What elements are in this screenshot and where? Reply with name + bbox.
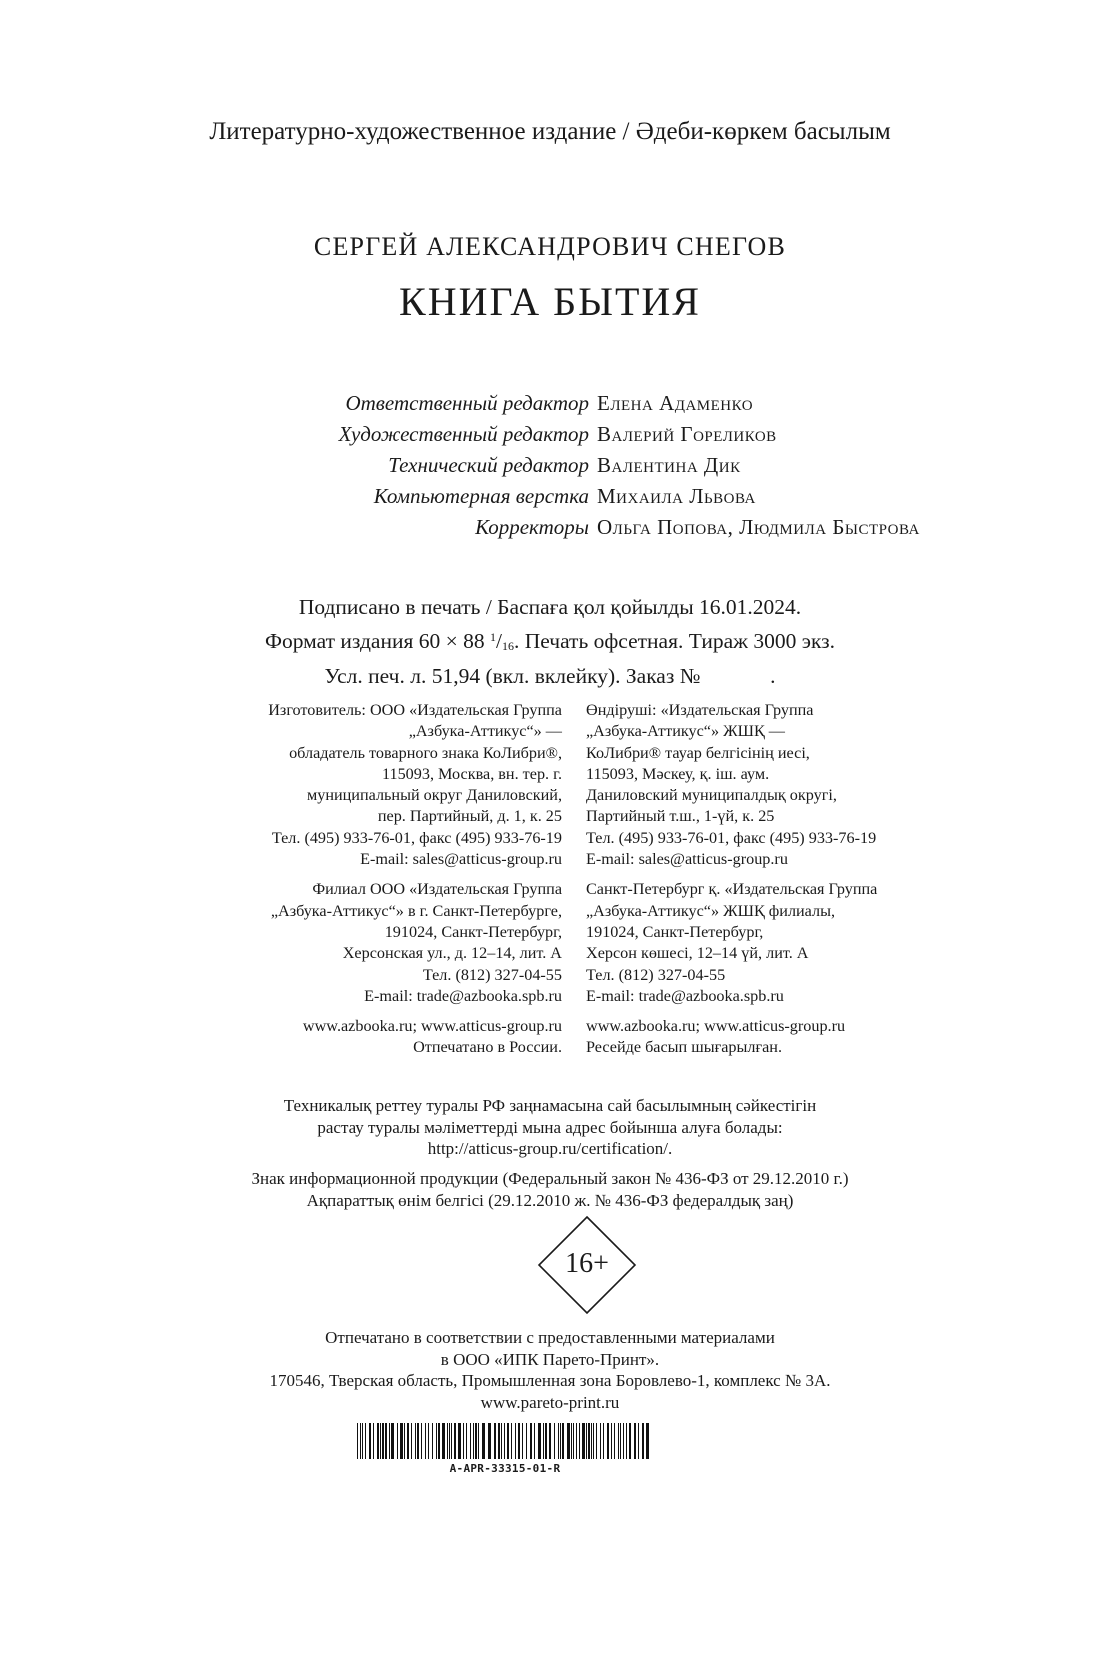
info-line: Тел. (812) 327-04-55 [586, 965, 726, 984]
printer-line: www.pareto-print.ru [480, 1393, 620, 1413]
info-line: Изготовитель: ООО «Издательская Группа [268, 701, 562, 719]
credit-row [0, 388, 1100, 419]
format-prefix: Формат издания 60 × 88 [264, 629, 485, 653]
info-line: „Азбука-Аттикус“» ЖШҚ — [586, 722, 785, 741]
web-block [0, 1016, 562, 1059]
publisher-info-kz [574, 700, 1100, 1068]
info-line: E-mail: sales@atticus-group.ru [360, 850, 562, 869]
info-line: Херсонская ул., д. 12–14, лит. А [342, 944, 562, 963]
age-rating: 16+ [565, 1248, 609, 1279]
info-line: E-mail: trade@azbooka.spb.ru [586, 986, 784, 1005]
info-line: E-mail: trade@azbooka.spb.ru [364, 986, 562, 1005]
volume-line: Усл. печ. л. 51,94 (вкл. вклейку). Заказ № . [324, 664, 776, 688]
cert-link: http://atticus-group.ru/certification/. [427, 1139, 673, 1158]
info-line: 115093, Москва, вн. тер. г. [381, 764, 562, 783]
info-line: „Азбука-Аттикус“» — [408, 722, 562, 741]
info-line: муниципальный округ Даниловский, [306, 786, 562, 805]
info-line: www.azbooka.ru; www.atticus-group.ru [586, 1017, 846, 1036]
info-line: пер. Партийный, д. 1, к. 25 [377, 807, 562, 826]
credit-row [0, 512, 1100, 543]
printer-line: в ООО «ИПК Парето-Принт». [440, 1349, 660, 1369]
info-line: Ресейде басып шығарылған. [586, 1038, 783, 1057]
info-line: Отпечатано в России. [413, 1038, 562, 1057]
credit-row [0, 481, 1100, 512]
web-block [586, 1016, 1100, 1059]
credit-row [0, 450, 1100, 481]
credit-role: Художественный редактор [338, 422, 589, 446]
info-line: КоЛибри® тауар белгісінің иесі, [586, 743, 810, 762]
info-line: www.azbooka.ru; www.atticus-group.ru [302, 1017, 562, 1036]
barcode-label: A-APR-33315-01-R [449, 1462, 561, 1475]
credit-row [0, 419, 1100, 450]
info-line: E-mail: sales@atticus-group.ru [586, 850, 788, 869]
info-line: Өндіруші: «Издательская Группа [586, 701, 814, 719]
credit-role: Корректоры [475, 515, 589, 539]
edition-type: Литературно-художественное издание / Әдеби-көркем басылым [209, 118, 891, 145]
credit-role: Ответственный редактор [345, 391, 589, 415]
publisher-block [586, 700, 1100, 870]
signed-date: Подписано в печать / Баспаға қол қойылды 16.01.2024. [298, 595, 802, 619]
publisher-info-ru [0, 700, 574, 1068]
credit-role: Технический редактор [388, 453, 589, 477]
cert-line: Техникалық реттеу туралы РФ заңнамасына сай басылымның сәйкестігін [283, 1096, 817, 1115]
printer-info [0, 1327, 1100, 1414]
info-line: Тел. (495) 933-76-01, факс (495) 933-76-19 [271, 828, 562, 847]
law-line: Знак информационной продукции (Федеральный закон № 436-ФЗ от 29.12.2010 г.) [251, 1169, 849, 1188]
info-line: „Азбука-Аттикус“» ЖШҚ филиалы, [586, 901, 836, 920]
branch-block [586, 879, 1100, 1007]
cert-line: растау туралы мәліметтерді мына адрес бойынша алуға болады: [317, 1117, 783, 1137]
format-denominator: 16 [501, 639, 514, 653]
credit-person: Ольга Попова, Людмила Быстрова [597, 515, 920, 539]
info-line: Тел. (812) 327-04-55 [422, 965, 562, 984]
credit-person: Михаила Львова [597, 484, 756, 508]
author-name: СЕРГЕЙ АЛЕКСАНДРОВИЧ СНЕГОВ [313, 232, 787, 261]
barcode-icon [355, 1423, 655, 1459]
credit-role: Компьютерная верстка [373, 484, 589, 508]
book-title: КНИГА БЫТИЯ [399, 279, 701, 324]
printer-line: Отпечатано в соответствии с предоставленными материалами [325, 1328, 775, 1347]
print-info [0, 592, 1100, 691]
publisher-block [0, 700, 562, 870]
info-line: „Азбука-Аттикус“» в г. Санкт-Петербурге, [270, 901, 562, 920]
format-numerator: 1 [489, 630, 496, 644]
printer-line: 170546, Тверская область, Промышленная зона Боровлево-1, комплекс № 3А. [269, 1371, 831, 1391]
branch-block [0, 879, 562, 1007]
publisher-columns [0, 700, 1100, 1068]
info-line: Херсон көшесі, 12–14 үй, лит. А [586, 944, 809, 963]
credit-person: Елена Адаменко [597, 391, 754, 415]
info-line: Филиал ООО «Издательская Группа [312, 880, 562, 899]
law-line: Ақпараттық өнім белгісі (29.12.2010 ж. № 436-ФЗ федералдық заң) [306, 1190, 794, 1210]
credit-person: Валентина Дик [597, 453, 741, 477]
info-line: 191024, Санкт-Петербург, [384, 922, 562, 941]
info-line: обладатель товарного знака КоЛибри®, [289, 743, 562, 762]
info-line: 191024, Санкт-Петербург, [586, 922, 764, 941]
credit-person: Валерий Гореликов [597, 422, 777, 446]
info-line: Тел. (495) 933-76-01, факс (495) 933-76-19 [586, 828, 877, 847]
info-line: 115093, Мәскеу, қ. іш. аум. [586, 764, 770, 783]
info-line: Санкт-Петербург қ. «Издательская Группа [586, 880, 878, 899]
format-line: Формат издания 60 × 88 $^1/_{16}$. Печать офсетная. Тираж 3000 экз. [264, 629, 835, 653]
info-line: Даниловский муниципалдық округі, [586, 786, 837, 805]
credits-list [0, 388, 1100, 543]
format-suffix: . Печать офсетная. Тираж 3000 экз. [513, 629, 835, 653]
certification-note [0, 1095, 1100, 1160]
info-line: Партийный т.ш., 1-үй, к. 25 [586, 807, 775, 826]
information-law-note [0, 1168, 1100, 1211]
